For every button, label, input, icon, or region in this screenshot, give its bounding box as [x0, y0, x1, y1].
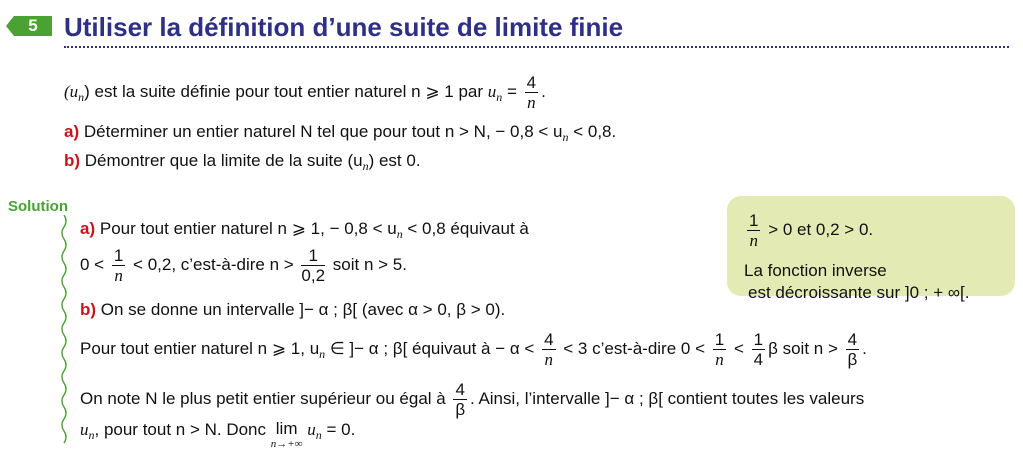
- exercise-number-badge: 5: [14, 16, 52, 36]
- fraction-4-over-n: $\frac{4}{n}$: [526, 73, 537, 112]
- limit-operator: lim n→+∞: [270, 419, 303, 450]
- question-a-label: a): [64, 122, 80, 141]
- question-b-label: b): [64, 151, 81, 170]
- statement-line-1: $(u_n)$ est la suite définie pour tout entier naturel n ⩾ 1 par $u_n$ = $\frac{4}{n}$ .: [64, 73, 546, 112]
- solution-b-line-3: On note N le plus petit entier supérieur ou égal à $\frac{4}{\beta}$ . Ainsi, l’intervalle ]− α ; β[ contient toutes les valeurs: [80, 380, 865, 419]
- question-a: a) Déterminer un entier naturel N tel que pour tout n > N, − $0,8 < u_n < 0,8$.: [64, 122, 617, 144]
- title-underline: [64, 46, 1009, 48]
- solution-a-label: a): [80, 219, 96, 238]
- exercise-title: Utiliser la définition d’une suite de limite finie: [64, 12, 624, 42]
- solution-a-line-1: a) Pour tout entier naturel n ⩾ 1, − $0,8 < u_n < 0,8$ équivaut à: [80, 219, 529, 241]
- solution-b-line-1: b) On se donne un intervalle ]− α ; β[ (avec α > 0, β > 0).: [80, 300, 506, 319]
- solution-b-line-2: Pour tout entier naturel n ⩾ 1, $u_n$ ∈ ]− α ; β[ équivaut à − α < $\frac{4}{n}$ < 3 c’est-à-dire 0 < $\frac{1}{n}$ < $\frac{1}{4}$ β soit n > $\frac{4}{\beta}$ .: [80, 330, 867, 369]
- solution-b-label: b): [80, 300, 97, 319]
- hint-line-2: La fonction inverse: [744, 261, 887, 280]
- solution-b-line-4: $u_n$, pour tout n > N. Donc lim n→+∞ $u_n = 0$.: [80, 419, 356, 450]
- solution-label: Solution: [8, 198, 68, 215]
- solution-wavy-bracket: [60, 215, 68, 447]
- solution-a-line-2: 0 < $\frac{1}{n}$ < 0,2, c’est-à-dire n > $\frac{1}{0,2}$ soit n > 5.: [80, 246, 407, 285]
- question-b: b) Démontrer que la limite de la suite $(u_n)$ est 0.: [64, 151, 421, 173]
- hint-line-1: $\frac{1}{n}$ > 0 et 0,2 > 0.: [749, 211, 874, 250]
- hint-line-3: est décroissante sur ]0 ; + ∞[.: [748, 283, 970, 302]
